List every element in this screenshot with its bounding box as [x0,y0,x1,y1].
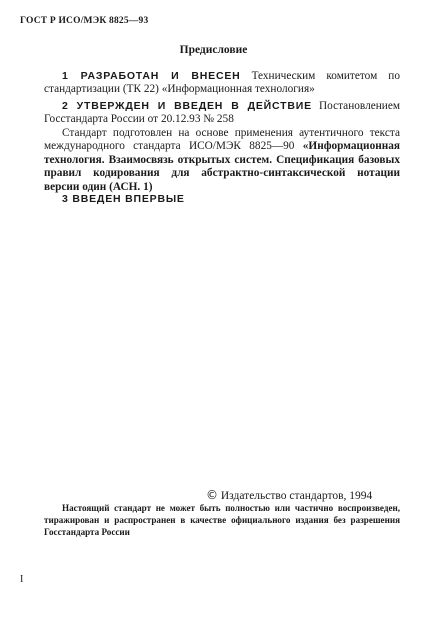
page-number: I [20,574,24,585]
section-3-label: 3 ВВЕДЕН ВПЕРВЫЕ [62,193,185,205]
section-1-text: Техническим комитетом по стандартизации (ТК 22) «Информационная технология» [44,70,400,96]
reproduction-notice [44,502,400,538]
section-2-paragraph [44,127,400,194]
section-2-text: Постановлением Госстандарта России от 20.12.93 № 258 [44,100,400,126]
document-header: ГОСТ Р ИСО/МЭК 8825—93 [20,16,149,26]
section-2 [44,100,400,127]
section-2-paragraph-bold: «Информационная технология. Взаимосвязь открытых систем. Спецификация базовых правил кодирования для абстрактно-синтаксической нотации версии один (АСН. 1) [44,140,400,193]
preface-title: Предисловие [179,44,248,56]
section-3 [44,193,400,206]
copyright-text: Издательство стандартов, 1994 [218,490,373,502]
section-2-label: 2 УТВЕРЖДЕН И ВВЕДЕН В ДЕЙСТВИЕ [62,100,312,112]
copyright-line [206,488,372,502]
section-1 [44,70,400,97]
section-1-label: 1 РАЗРАБОТАН И ВНЕСЕН [62,70,241,82]
reproduction-notice-text: Настоящий стандарт не может быть полностью или частично воспроизведен, тиражирован и распространен в качестве официального издания без разрешения Госстандарта России [44,503,400,537]
section-2-paragraph-plain: Стандарт подготовлен на основе применения аутентичного текста международного стандарта ИСО/МЭК 8825—90 [44,127,400,153]
copyright-symbol: © [206,488,218,502]
